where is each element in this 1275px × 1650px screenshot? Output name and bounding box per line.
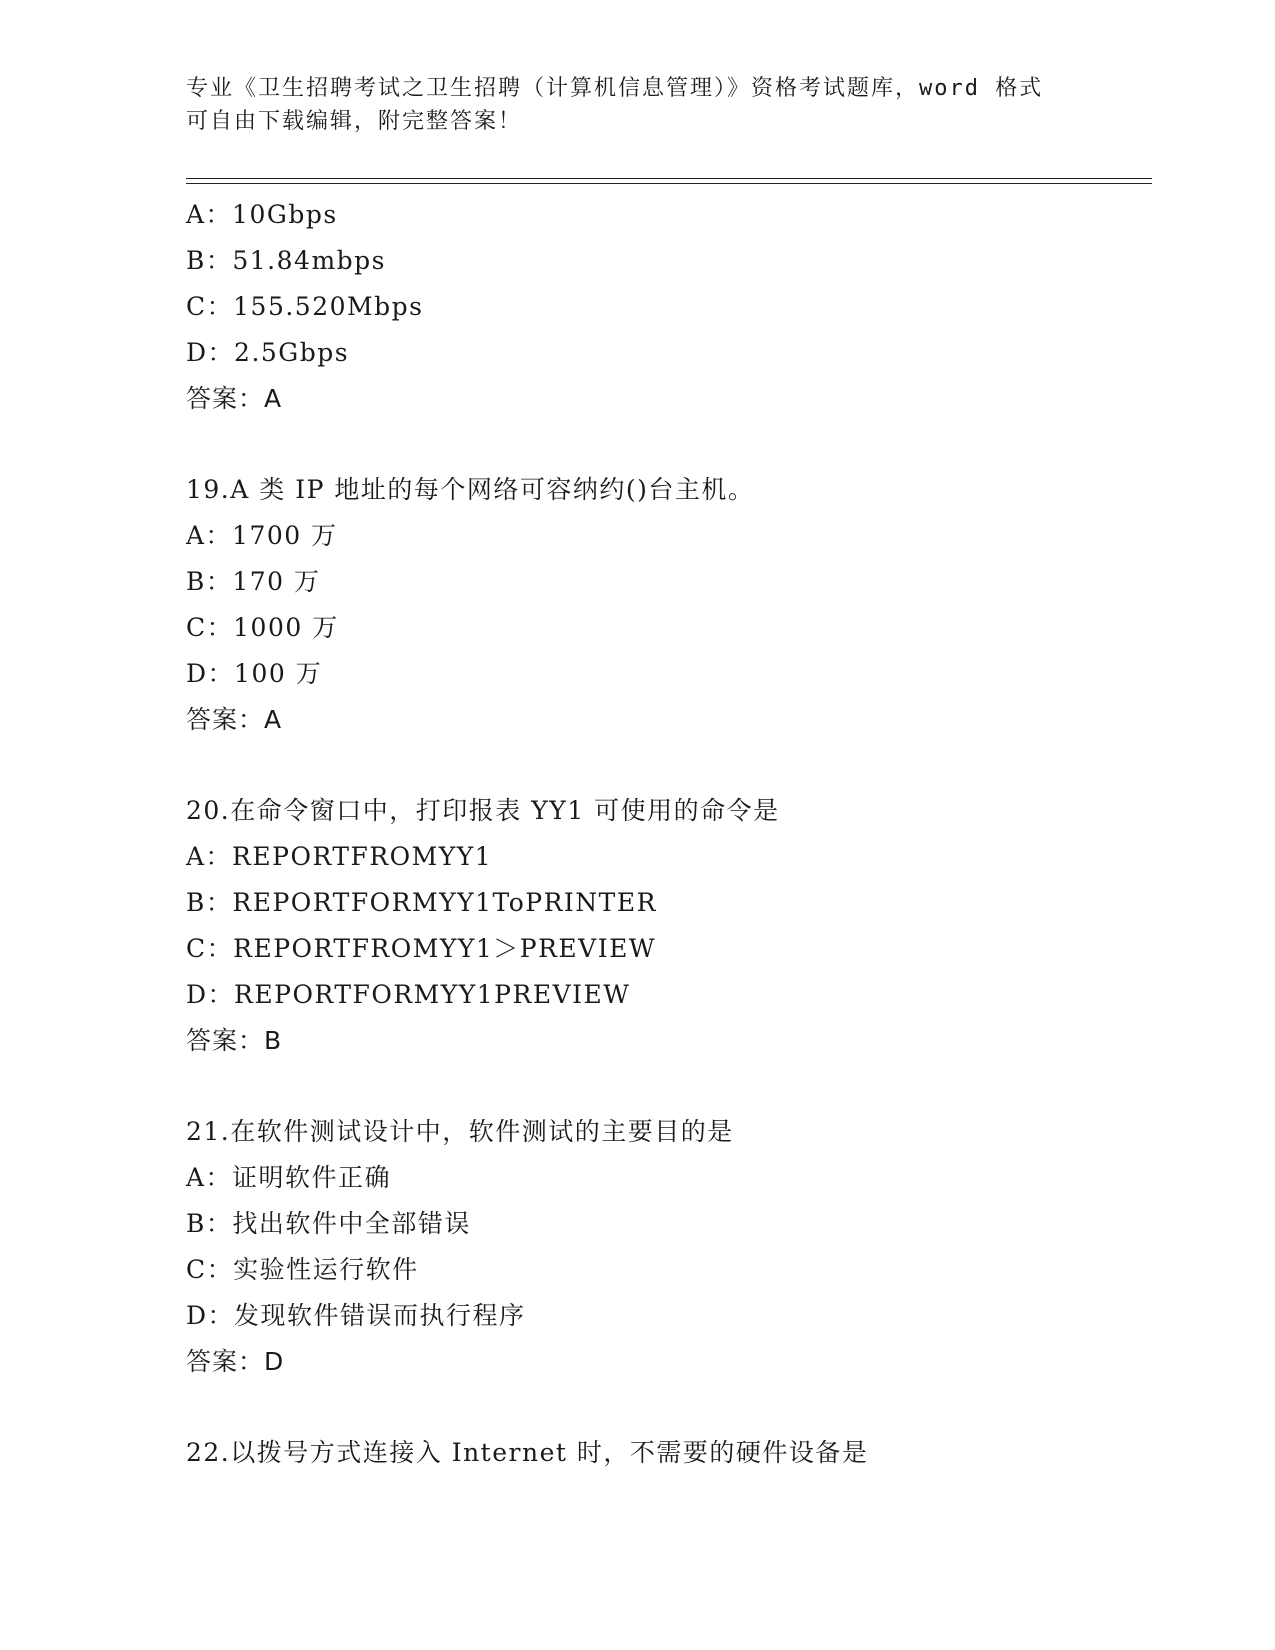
option-a: A：REPORTFROMYY1	[186, 842, 493, 871]
answer-line: 答案：D	[186, 1347, 285, 1376]
question-text: 21.在软件测试设计中，软件测试的主要目的是	[186, 1117, 734, 1146]
header-line-2: 可自由下载编辑，附完整答案！	[186, 109, 523, 134]
document-header	[186, 72, 1086, 138]
option-c: C：REPORTFROMYY1＞PREVIEW	[186, 934, 657, 963]
question-text: 19.A 类 IP 地址的每个网络可容纳约()台主机。	[186, 475, 755, 504]
header-line-1: 专业《卫生招聘考试之卫生招聘（计算机信息管理）》资格考试题库，word 格式	[186, 76, 1044, 101]
option-a: A：证明软件正确	[186, 1163, 392, 1192]
header-divider-bottom	[186, 183, 1152, 184]
option-b: B：REPORTFORMYY1ToPRINTER	[186, 888, 657, 917]
header-divider-top	[186, 178, 1152, 179]
option-a: A：10Gbps	[186, 200, 338, 229]
answer-line: 答案：A	[186, 384, 283, 413]
option-a: A：1700 万	[186, 521, 338, 550]
question-text: 22.以拨号方式连接入 Internet 时，不需要的硬件设备是	[186, 1438, 869, 1467]
option-d: D：REPORTFORMYY1PREVIEW	[186, 980, 631, 1009]
option-c: C：155.520Mbps	[186, 292, 424, 321]
question-block	[186, 788, 1146, 1064]
answer-line: 答案：B	[186, 1026, 283, 1055]
question-block	[186, 1430, 1146, 1476]
question-block	[186, 192, 1146, 422]
question-text: 20.在命令窗口中，打印报表 YY1 可使用的命令是	[186, 796, 780, 825]
question-block	[186, 467, 1146, 743]
option-b: B：170 万	[186, 567, 321, 596]
option-b: B：51.84mbps	[186, 246, 386, 275]
option-d: D：100 万	[186, 659, 323, 688]
answer-line: 答案：A	[186, 705, 283, 734]
question-list	[186, 192, 1146, 1476]
option-b: B：找出软件中全部错误	[186, 1209, 471, 1238]
option-c: C：实验性运行软件	[186, 1255, 419, 1284]
option-d: D：2.5Gbps	[186, 338, 350, 367]
option-c: C：1000 万	[186, 613, 339, 642]
option-d: D：发现软件错误而执行程序	[186, 1301, 526, 1330]
question-block	[186, 1109, 1146, 1385]
